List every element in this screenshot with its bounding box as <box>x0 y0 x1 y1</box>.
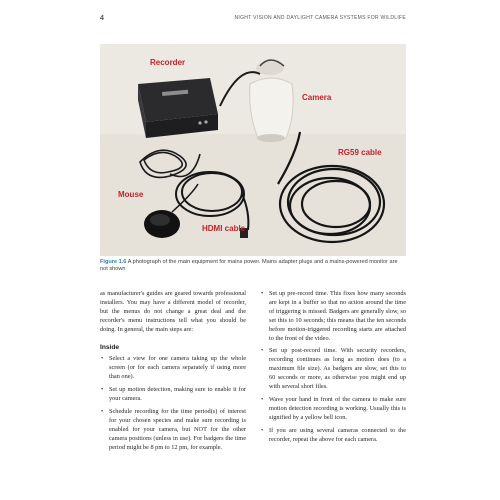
section-heading-inside: Inside <box>100 343 120 351</box>
label-recorder: Recorder <box>150 58 186 67</box>
bullet-icon: • <box>261 395 264 403</box>
figure-caption-text: A photograph of the main equipment for mains power. Mains adapter plugs and a mains-powered monitor are not shown <box>100 259 398 273</box>
list-item: • Set up post-record time. With security recorders, recording continues as long as motion does (to a maximum file size). As badgers are slow, set this to 60 seconds or more, as otherwise you might end up with several short files. <box>261 347 406 391</box>
bullet-icon: • <box>261 290 264 297</box>
page-number: 4 <box>100 15 104 22</box>
bullet-icon: • <box>101 386 104 394</box>
steps-list-left <box>100 355 246 452</box>
label-hdmi-cable: HDMI cable <box>202 224 246 233</box>
label-rg59-cable: RG59 cable <box>338 148 382 157</box>
body-column-right <box>260 290 406 449</box>
bullet-icon: • <box>101 407 104 415</box>
recorder-device <box>138 78 218 138</box>
page-header <box>100 15 406 27</box>
list-item: • Wave your hand in front of the camera to make sure motion detection recording is working. Usually this is signified by a yellow bell icon. <box>261 395 406 421</box>
list-item: • Set up motion detection, making sure to enable it for your camera. <box>101 386 246 403</box>
steps-list-right <box>260 290 406 445</box>
label-mouse: Mouse <box>118 190 144 199</box>
bullet-icon: • <box>101 355 104 363</box>
list-item: • If you are using several cameras connected to the recorder, repeat the above for each camera. <box>261 426 406 443</box>
bullet-icon: • <box>261 426 264 434</box>
running-title: NIGHT VISION AND DAYLIGHT CAMERA SYSTEMS FOR WILDLIFE <box>234 15 406 21</box>
body-column-left <box>100 290 246 457</box>
figure-caption <box>100 259 406 273</box>
bullet-icon: • <box>261 347 264 355</box>
figure-number: Figure 1.6 <box>100 259 127 265</box>
list-item: • Schedule recording for the time period(s) of interest for your chosen species and make sure recording is enabled for your camera, but NOT for the other camera positions (unless in use). For badgers the time period might be 8 pm to 12 pm, for example. <box>101 407 246 451</box>
label-camera: Camera <box>302 93 332 102</box>
equipment-photo <box>100 44 406 256</box>
list-item: • Select a view for one camera taking up the whole screen (or for each camera separately if using more than one). <box>101 355 246 381</box>
list-item: • Set up pre-record time. This fixes how many seconds are kept in a buffer so that no action around the time of triggering is missed. Badgers are generally slow, so set this to 10 seconds; this means that the ten seconds before motion-triggered recording starts are attached to the front of the video. <box>261 290 406 342</box>
intro-paragraph: as manufacturer's guides are geared towards professional installers. You may have a different model of recorder, but the menus do not change a great deal and the recorder's menu instructions tell what you should be doing. In general, the main steps are: <box>100 290 246 333</box>
